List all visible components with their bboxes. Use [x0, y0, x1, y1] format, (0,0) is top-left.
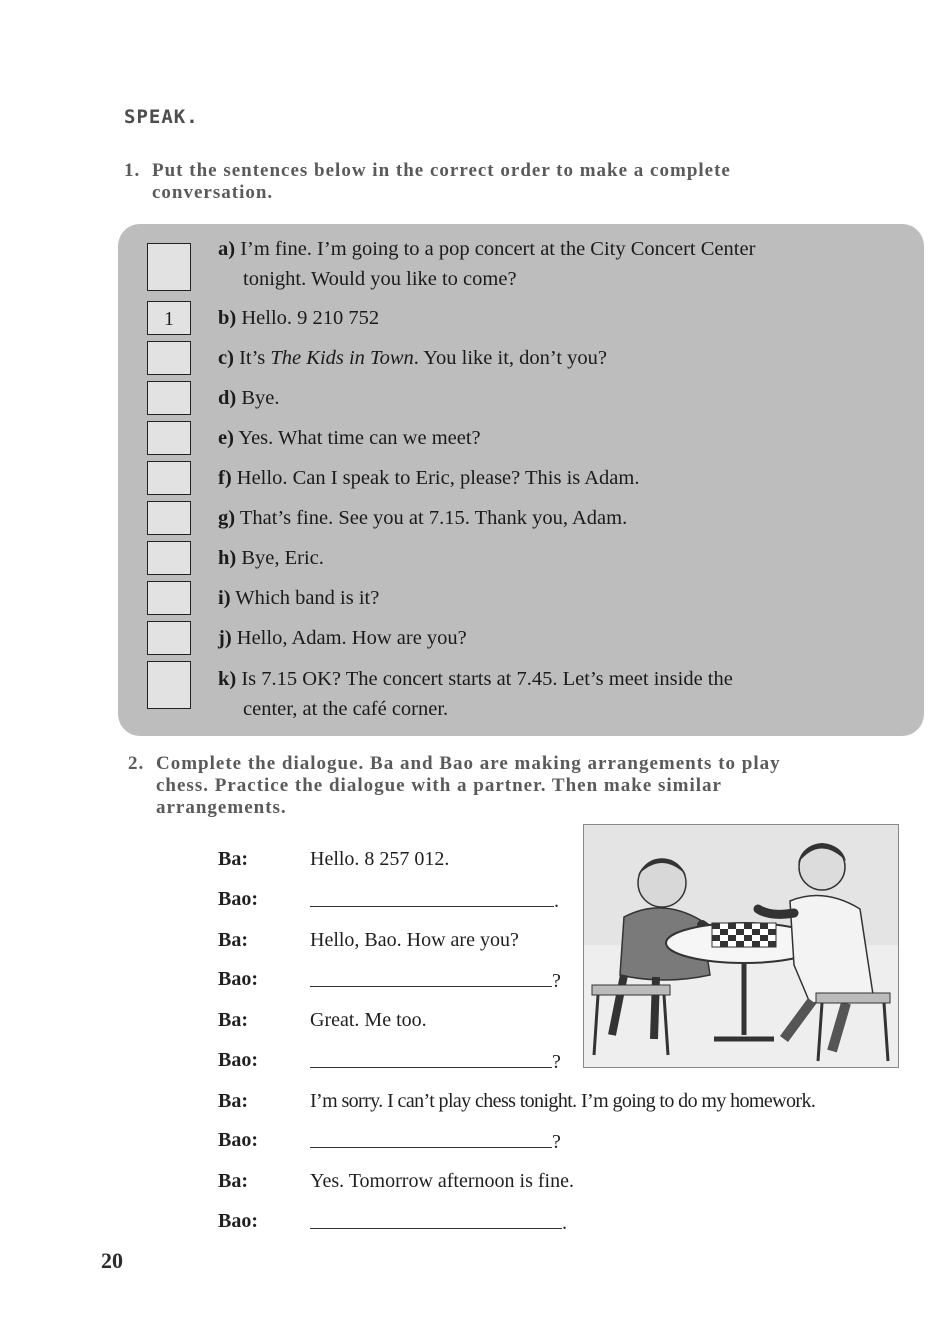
answer-blank[interactable] — [310, 1129, 552, 1148]
sentence-b — [218, 303, 379, 333]
exercise-2-instruction-line-2: chess. Practice the dialogue with a partner. Then make similar — [156, 775, 722, 796]
exercise-2-number: 2. — [128, 753, 145, 774]
order-box-g[interactable] — [147, 501, 191, 535]
order-box-h[interactable] — [147, 541, 191, 575]
speaker-label: Bao: — [218, 1129, 258, 1151]
exercise-1-instruction-line-1: Put the sentences below in the correct order to make a complete — [152, 160, 731, 181]
sentence-text-end: . You like it, don’t you? — [413, 347, 608, 369]
sentence-text: Bye, Eric. — [241, 547, 324, 569]
sentence-text: It’s — [239, 347, 271, 369]
sentence-letter: i) — [218, 587, 231, 609]
sentence-c — [218, 343, 607, 373]
exercise-1-instruction-line-2: conversation. — [152, 182, 274, 203]
sentence-text: Is 7.15 OK? The concert starts at 7.45. Let’s meet inside the — [241, 668, 733, 690]
answer-blank[interactable] — [310, 1210, 562, 1229]
speaker-label: Ba: — [218, 848, 248, 870]
blank-punctuation: ? — [552, 1051, 561, 1073]
speaker-label: Ba: — [218, 1090, 248, 1112]
sentence-letter: h) — [218, 547, 237, 569]
order-box-i[interactable] — [147, 581, 191, 615]
order-box-d[interactable] — [147, 381, 191, 415]
exercise-2-instruction-line-1: Complete the dialogue. Ba and Bao are making arrangements to play — [156, 753, 781, 774]
sentence-h — [218, 543, 324, 573]
exercise-1-number: 1. — [124, 160, 141, 181]
dialogue-text: Yes. Tomorrow afternoon is fine. — [310, 1170, 574, 1192]
sentence-text: Hello. 9 210 752 — [241, 307, 380, 329]
sentence-text: Hello, Adam. How are you? — [236, 627, 467, 649]
dialogue-text: I’m sorry. I can’t play chess tonight. I’m going to do my homework. — [310, 1090, 816, 1112]
exercise-2-instruction-line-3: arrangements. — [156, 797, 287, 818]
sentence-f — [218, 463, 639, 493]
sentence-text: Yes. What time can we meet? — [238, 427, 481, 449]
boys-playing-chess-image — [584, 825, 898, 1067]
sentence-letter: b) — [218, 307, 237, 329]
chess-illustration — [583, 824, 899, 1068]
answer-blank[interactable] — [310, 888, 554, 907]
page-number: 20 — [101, 1248, 123, 1273]
order-box-b[interactable]: 1 — [147, 301, 191, 335]
dialogue-text: Hello, Bao. How are you? — [310, 929, 519, 951]
order-box-a[interactable] — [147, 243, 191, 291]
answer-blank[interactable] — [310, 1049, 552, 1068]
sentence-letter: j) — [218, 627, 232, 649]
speaker-label: Bao: — [218, 888, 258, 910]
sentence-letter: f) — [218, 467, 232, 489]
sentence-text: Which band is it? — [235, 587, 380, 609]
sentence-i — [218, 583, 379, 613]
sentence-letter: d) — [218, 387, 237, 409]
exercise-2-instruction — [128, 753, 898, 819]
sentence-letter: k) — [218, 668, 237, 690]
sentence-d — [218, 383, 280, 413]
order-box-e[interactable] — [147, 421, 191, 455]
speaker-label: Bao: — [218, 1210, 258, 1232]
sentence-text: Hello. Can I speak to Eric, please? This is Adam. — [236, 467, 640, 489]
sentence-letter: g) — [218, 507, 236, 529]
sentence-k — [218, 664, 733, 724]
dialogue-text: Hello. 8 257 012. — [310, 848, 450, 870]
section-title: SPEAK. — [124, 106, 199, 128]
blank-punctuation: . — [554, 890, 559, 912]
sentence-text: I’m fine. I’m going to a pop concert at the City Concert Center — [240, 238, 756, 260]
sentence-text: Bye. — [241, 387, 280, 409]
answer-blank[interactable] — [310, 968, 552, 987]
speaker-label: Ba: — [218, 929, 248, 951]
speaker-label: Bao: — [218, 968, 258, 990]
speaker-label: Ba: — [218, 1170, 248, 1192]
sentence-letter: a) — [218, 238, 236, 260]
blank-punctuation: ? — [552, 970, 561, 992]
blank-punctuation: ? — [552, 1131, 561, 1153]
sentence-text: That’s fine. See you at 7.15. Thank you, Adam. — [239, 507, 628, 529]
sentence-e — [218, 423, 481, 453]
sentence-text-continued: tonight. Would you like to come? — [243, 268, 517, 290]
blank-punctuation: . — [562, 1212, 567, 1234]
speaker-label: Bao: — [218, 1049, 258, 1071]
sentence-g — [218, 503, 627, 533]
order-box-c[interactable] — [147, 341, 191, 375]
dialogue-text: Great. Me too. — [310, 1009, 427, 1031]
sentence-text-continued: center, at the café corner. — [243, 698, 449, 720]
band-name: The Kids in Town — [270, 347, 414, 369]
order-box-f[interactable] — [147, 461, 191, 495]
sentence-letter: c) — [218, 347, 234, 369]
order-box-k[interactable] — [147, 661, 191, 709]
sentence-letter: e) — [218, 427, 234, 449]
order-box-j[interactable] — [147, 621, 191, 655]
sentence-j — [218, 623, 467, 653]
speaker-label: Ba: — [218, 1009, 248, 1031]
sentence-a — [218, 234, 755, 294]
exercise-1-instruction — [124, 160, 894, 204]
